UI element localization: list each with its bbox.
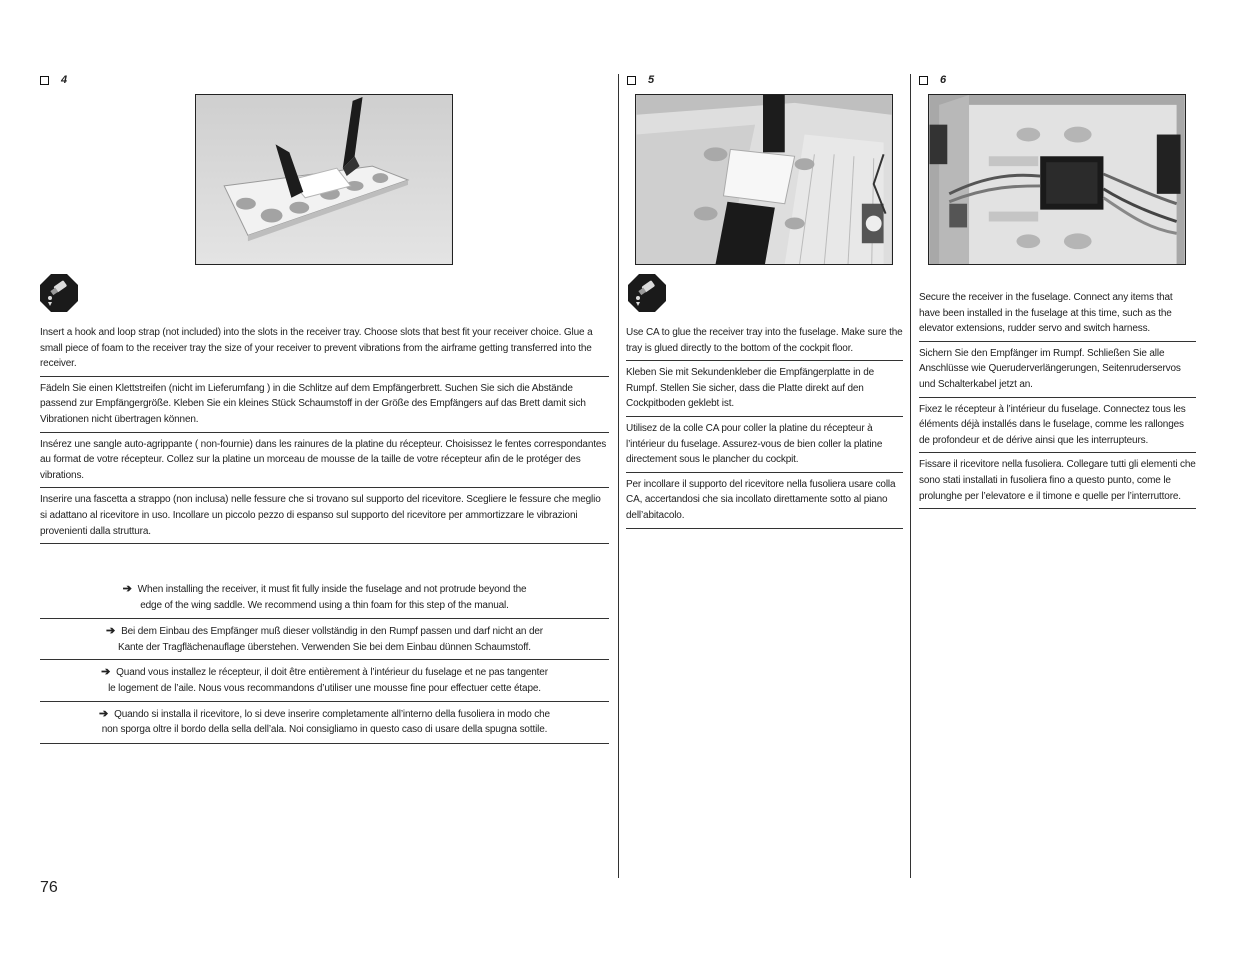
arrow-right-icon: ➔ [106, 625, 116, 638]
divider [919, 508, 1196, 509]
step-4-paragraph-en: Insert a hook and loop strap (not included) into the slots in the receiver tray. Choose slots that best fit your receiver choice. Glue a small piece of foam to the receiver tray the size of your receiver to prevent vibrations from the airframe getting transferred into the receiver. [40, 327, 593, 370]
step-4-paragraph-fr: Insérez une sangle auto-agrippante ( non-fournie) dans les rainures de la platine du récepteur. Choisissez le fentes correspondantes au format de votre récepteur. Collez sur la platine un morceau de mousse de la taille de votre récepteur afin de le protéger des vibrations. [40, 438, 607, 481]
page-number: 76 [40, 879, 58, 896]
step-4-glue-icon [39, 273, 79, 318]
step-6-paragraph-de: Sichern Sie den Empfänger im Rumpf. Schließen Sie alle Anschlüsse wie Queruderverlängerungen, Seitenruderservos und Schalterkabel jetzt an. [919, 347, 1181, 390]
step-5-header [627, 74, 654, 86]
checkbox-icon[interactable] [919, 76, 928, 85]
step-number: 5 [648, 74, 655, 86]
step-4-photo [195, 94, 453, 265]
step-6-paragraph-fr: Fixez le récepteur à l’intérieur du fuselage. Connectez tous les éléments déjà installés dans le fuselage, comme les rallonges de profondeur et de dérive ainsi que les interrupteurs. [919, 403, 1186, 446]
step-4-paragraph-de: Fädeln Sie einen Klettstreifen (nicht im Lieferumfang ) in die Schlitze auf dem Empfängerbrett. Suchen Sie sich die Abstände passend zur Empfängergröße. Kleben Sie ein kleines Stück Schaumstoff in der Größe des Empfängers auf das Brett damit sich Vibrationen nicht übertragen können. [40, 382, 586, 425]
step-6-header [919, 74, 946, 86]
step-5-text [626, 325, 903, 529]
note-en: ➔ When installing the receiver, it must fit fully inside the fuselage and not protrude beyond the edge of the wing saddle. We recommend using a thin foam for this step of the manual. [122, 583, 527, 611]
step-4-header [40, 74, 67, 86]
step-number: 6 [940, 74, 947, 86]
step-number: 4 [61, 74, 68, 86]
step-4-notes [40, 582, 609, 744]
note-de: ➔ Bei dem Einbau des Empfänger muß dieser vollständig in den Rumpf passen und darf nicht an der Kante der Tragflächenauflage überstehen. Verwenden Sie bei dem Einbau dünnen Schaumstoff. [106, 625, 543, 653]
note-fr: ➔ Quand vous installez le récepteur, il doit être entièrement à l’intérieur du fuselage et ne pas tangenter le logement de l’aile. Nous vous recommandons d’utiliser une mousse fine pour effectuer cette étape. [101, 666, 548, 694]
divider [40, 543, 609, 544]
checkbox-icon[interactable] [40, 76, 49, 85]
step-5-photo [635, 94, 893, 265]
divider [626, 528, 903, 529]
checkbox-icon[interactable] [627, 76, 636, 85]
column-divider-left [618, 74, 619, 878]
step-5-paragraph-de: Kleben Sie mit Sekundenkleber die Empfängerplatte in de Rumpf. Stellen Sie sicher, dass die Platte direkt auf den Cockpitboden geklebt ist. [626, 367, 875, 410]
step-6-paragraph-it: Fissare il ricevitore nella fusoliera. Collegare tutti gli elementi che sono stati installati in fusoliera fino a questo punto, come le prolunghe per l’elevatore e il timone e quelle per l’interruttore. [919, 459, 1196, 502]
arrow-right-icon: ➔ [99, 707, 109, 720]
note-it: ➔ Quando si installa il ricevitore, lo si deve inserire completamente all’interno della fusoliera in modo che non sporga oltre il bordo della sella dell’ala. Noi consigliamo in questo caso di usare della spugna sottile. [99, 707, 550, 736]
step-5-glue-icon [627, 273, 667, 318]
step-5-paragraph-it: Per incollare il supporto del ricevitore nella fusoliera usare colla CA, accertandosi che sia incollato direttamente sotto al piano dell’abitacolo. [626, 478, 896, 521]
step-6-paragraph-en: Secure the receiver in the fuselage. Connect any items that have been installed in the fuselage at this time, such as the elevator extensions, rudder servo and switch harness. [919, 292, 1173, 335]
step-4-text [40, 325, 609, 544]
divider [40, 743, 609, 744]
step-5-paragraph-fr: Utilisez de la colle CA pour coller la platine du récepteur à l’intérieur du fuselage. Assurez-vous de bien coller la platine directement sous le plancher du cockpit. [626, 422, 883, 466]
arrow-right-icon: ➔ [122, 583, 132, 595]
column-divider-right [910, 74, 911, 878]
arrow-right-icon: ➔ [101, 666, 111, 679]
step-5-paragraph-en: Use CA to glue the receiver tray into the fuselage. Make sure the tray is glued directly to the bottom of the cockpit floor. [626, 327, 903, 354]
step-4-paragraph-it: Inserire una fascetta a strappo (non inclusa) nelle fessure che si trovano sul supporto del ricevitore. Scegliere le fessure che meglio si adattano al ricevitore in uso. Incollare un piccolo pezzo di espanso sul supporto del ricevitore per ammortizzare le vibrazioni provenienti dalla struttura. [40, 494, 601, 537]
step-6-photo [928, 94, 1186, 265]
step-6-text [919, 290, 1196, 509]
